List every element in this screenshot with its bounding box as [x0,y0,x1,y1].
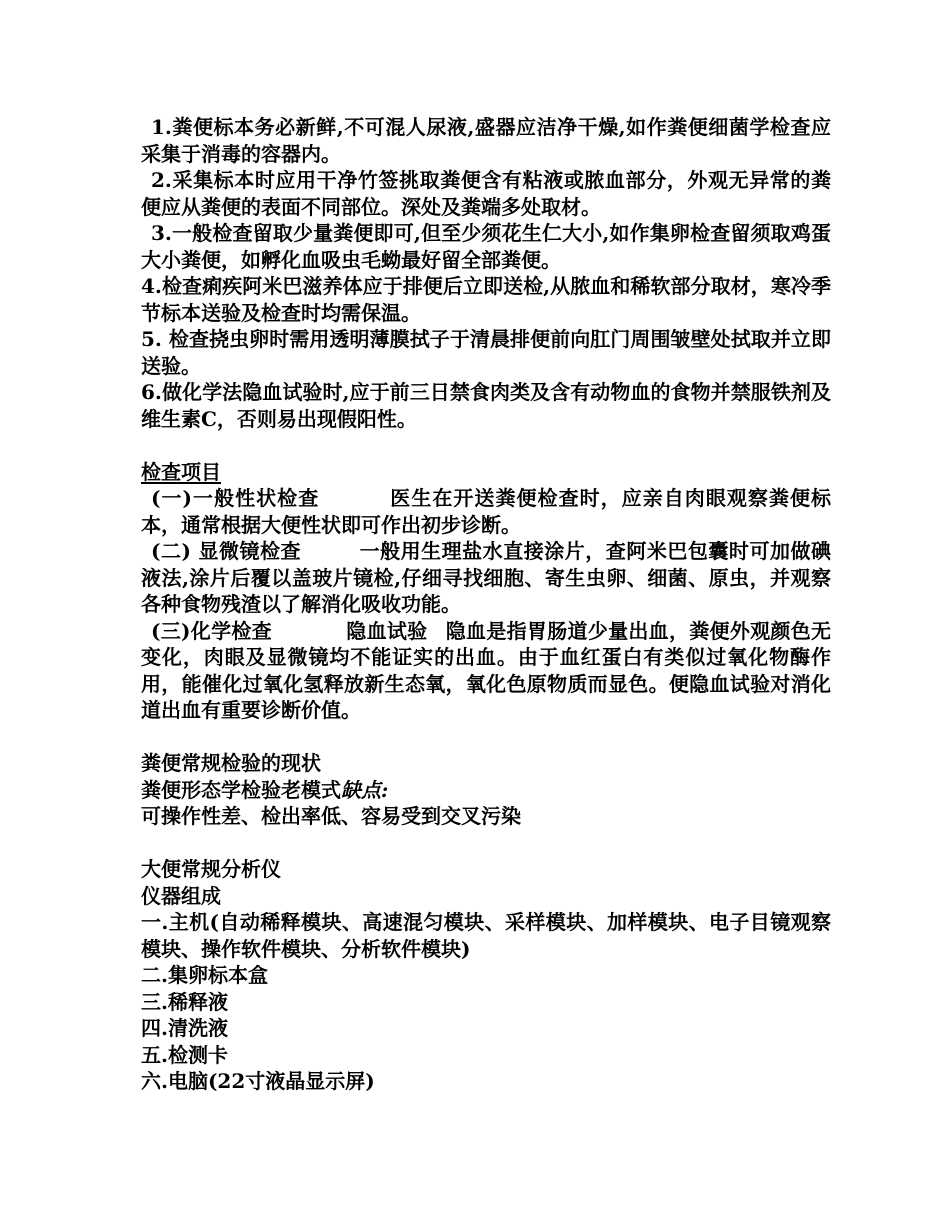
exam-chemical-sublabel: 隐血试验 [345,618,428,643]
exam-chemical-text: 隐血是指胃肠道少量出血，粪便外观颜色无变化，肉眼及显微镜均不能证实的出血。由于血红蛋白有类似过氧化物酶作用，能催化过氧化氢释放新生态氧，氧化色原物质而显色。便隐血试验对消化道出血有重要诊断价值。 [141,618,832,722]
analyzer-composition-heading: 仪器组成 [141,883,221,908]
spacer [141,830,831,857]
status-subheading-main: 粪便形态学检验老模式 [141,777,341,802]
exam-general-label: (一)一般性状检查 [151,486,320,510]
exam-general-text: 医生在开送粪便检查时，应亲自肉眼观察粪便标本，通常根据大便性状即可作出初步诊断。 [141,486,831,537]
analyzer-component-3: 三.稀释液 [141,989,228,1014]
exam-heading: 检查项目 [141,459,221,484]
requirement-2: 2.采集标本时应用干净竹签挑取粪便含有粘液或脓血部分，外观无异常的粪便应从粪便的表面不同部位。深处及粪端多处取材。 [141,168,831,219]
requirement-4: 4.检查痢疾阿米巴滋养体应于排便后立即送检,从脓血和稀软部分取材，寒冷季节标本送验及检查时均需保温。 [141,274,831,325]
exam-microscope-label: (二) 显微镜检查 [151,539,302,563]
requirement-5: 5. 检查挠虫卵时需用透明薄膜拭子于清晨排便前向肛门周围皱壁处拭取并立即送验。 [141,327,831,378]
analyzer-component-4: 四.清洗液 [141,1016,228,1040]
exam-chemical-label: (三)化学检查 [151,618,272,643]
status-heading: 粪便常规检验的现状 [141,751,321,775]
status-subheading-emph: 缺点: [341,777,389,802]
spacer [141,432,831,459]
analyzer-component-1: 一.主机(自动稀释模块、高速混匀模块、采样模块、加样模块、电子目镜观察模块、操作软件模块、分析软件模块) [141,910,831,961]
analyzer-component-2: 二.集卵标本盒 [141,963,268,987]
exam-microscope [141,538,831,618]
analyzer-component-5: 五.检测卡 [141,1042,228,1067]
requirement-6: 6.做化学法隐血试验时,应于前三日禁食肉类及含有动物血的食物并禁服铁剂及维生素C，否则易出现假阳性。 [141,380,831,431]
spacer [141,724,831,751]
exam-chemical [141,618,831,724]
requirement-1: 1.粪便标本务必新鲜,不可混人尿液,盛器应洁净干燥,如作粪便细菌学检查应采集于消毒的容器内。 [141,115,831,166]
status-subheading [141,777,831,804]
status-drawbacks: 可操作性差、检出率低、容易受到交叉污染 [141,804,521,828]
document-page [141,114,831,1095]
analyzer-component-6: 六.电脑(22寸液晶显示屏) [141,1069,375,1093]
requirement-3: 3.一般检查留取少量粪便即可,但至少须花生仁大小,如作集卵检查留须取鸡蛋大小粪便，如孵化血吸虫毛蚴最好留全部粪便。 [141,221,831,272]
exam-general [141,485,831,538]
analyzer-heading: 大便常规分析仪 [141,857,281,881]
exam-microscope-text: 一般用生理盐水直接涂片，查阿米巴包囊时可加做碘液法,涂片后覆以盖玻片镜检,仔细寻找细胞、寄生虫卵、细菌、原虫，并观察各种食物残渣以了解消化吸收功能。 [141,539,831,616]
